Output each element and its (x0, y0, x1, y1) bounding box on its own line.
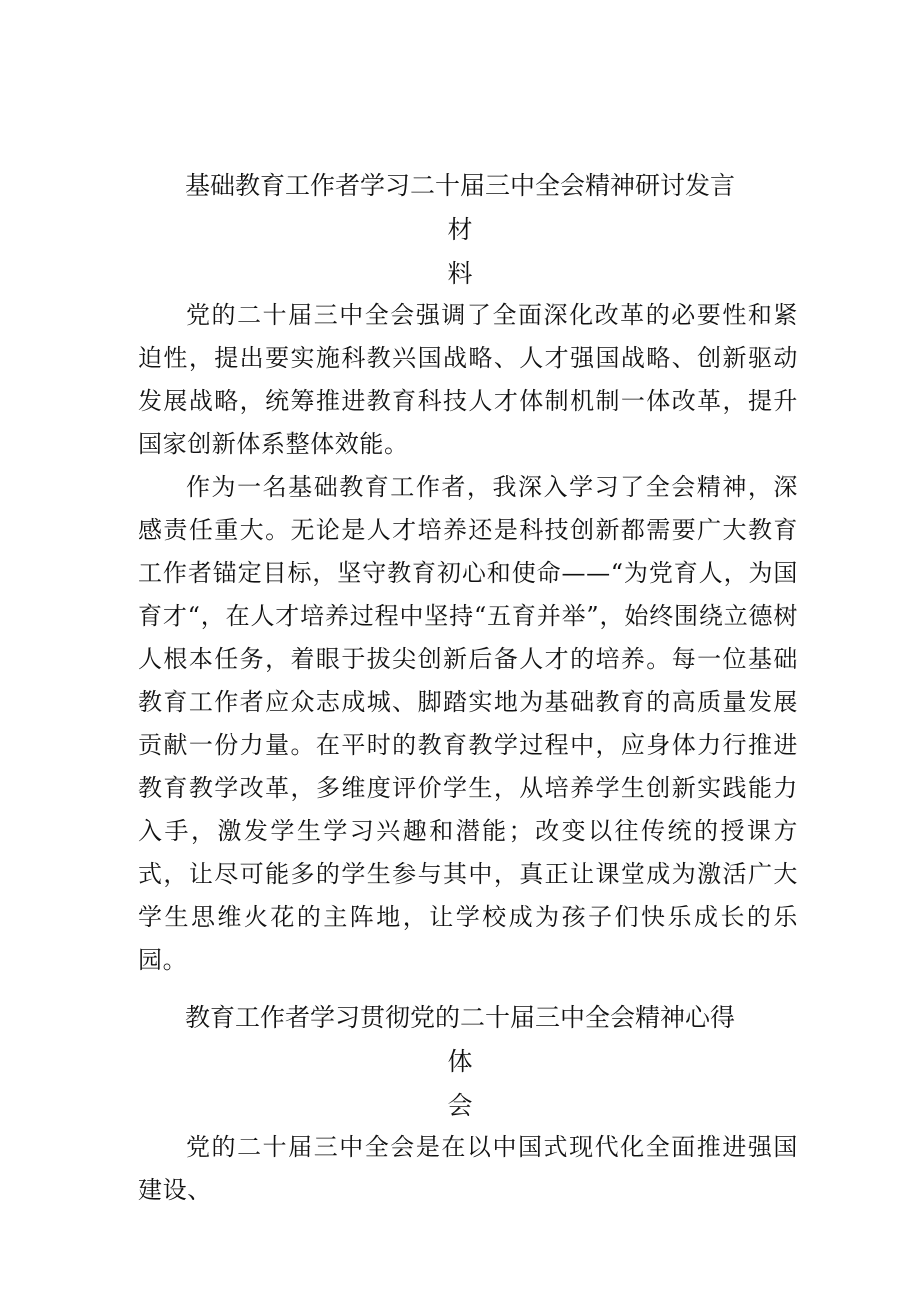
section-1-body (138, 294, 798, 982)
section-2-title (180, 996, 740, 1128)
section-2-title-line-1: 教育工作者学习贯彻党的二十届三中全会精神心得体 (184, 1003, 735, 1076)
section-2-title-line-2: 会 (447, 1091, 473, 1120)
section-1-paragraph-1: 党的二十届三中全会强调了全面深化改革的必要性和紧迫性，提出要实施科教兴国战略、人才强国战略、创新驱动发展战略，统筹推进教育科技人才体制机制一体改革，提升国家创新体系整体效能。 (138, 301, 798, 458)
section-1-title-line-2: 料 (447, 259, 473, 288)
section-1-paragraph-2: 作为一名基础教育工作者，我深入学习了全会精神，深感责任重大。无论是人才培养还是科技创新都需要广大教育工作者锚定目标，坚守教育初心和使命——“为党育人，为国育才“，在人才培养过程中坚持“五育并举”，始终围绕立德树人根本任务，着眼于拔尖创新后备人才的培养。每一位基础教育工作者应众志成城、脚踏实地为基础教育的高质量发展贡献一份力量。在平时的教育教学过程中，应身体力行推进教育教学改革，多维度评价学生，从培养学生创新实践能力入手，激发学生学习兴趣和潜能；改变以往传统的授课方式，让尽可能多的学生参与其中，真正让课堂成为激活广大学生思维火花的主阵地，让学校成为孩子们快乐成长的乐园。 (138, 473, 798, 974)
section-1-title-line-1: 基础教育工作者学习二十届三中全会精神研讨发言材 (184, 171, 735, 244)
section-2-body (138, 1126, 798, 1212)
section-2-paragraph-1: 党的二十届三中全会是在以中国式现代化全面推进强国建设、 (138, 1133, 798, 1204)
section-1-title (180, 164, 740, 296)
